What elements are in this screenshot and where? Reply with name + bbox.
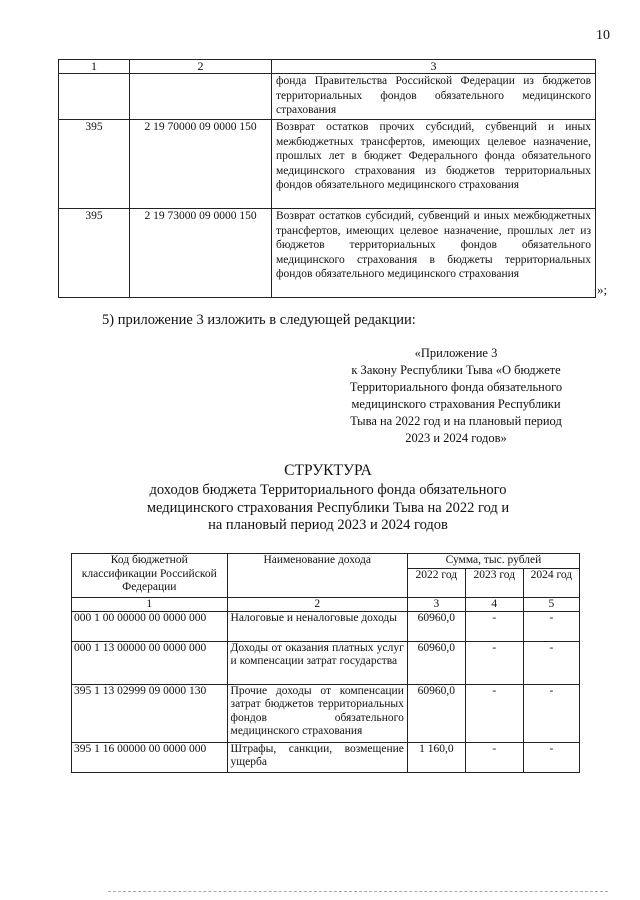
income-name-cell: Возврат остатков субсидий, субвенций и иных межбюджетных трансфертов, имеющих целевое назначение, прошлых лет из бюджетов территориальных фондов обязательного медицинского страхования в бюджеты территориальных фондов обязательного медицинского страхования [272, 209, 596, 298]
admin-code-cell: 395 [59, 120, 130, 209]
amount-2024-cell: - [523, 742, 579, 772]
income-name-cell: Штрафы, санкции, возмещение ущерба [227, 742, 407, 772]
kbk-code-cell: 2 19 73000 09 0000 150 [130, 209, 272, 298]
appendix-line: к Закону Республики Тыва «О бюджете [351, 363, 561, 377]
header-income-name: Наименование дохода [227, 554, 407, 598]
closing-quote: »; [597, 282, 608, 297]
income-name-cell: Доходы от оказания платных услуг и компенсации затрат государства [227, 641, 407, 684]
table-row [72, 641, 580, 684]
kbk-code-cell: 395 1 13 02999 09 0000 130 [72, 684, 228, 742]
amount-2022-cell: 60960,0 [407, 641, 465, 684]
scan-edge-line [108, 891, 608, 892]
amendment-paragraph: 5) приложение 3 изложить в следующей редакции: [102, 312, 416, 328]
income-name-cell: Налоговые и неналоговые доходы [227, 611, 407, 641]
column-number-5: 5 [523, 597, 579, 611]
table-header-row [72, 554, 580, 569]
amount-2023-cell: - [465, 684, 523, 742]
kbk-code-cell: 395 1 16 00000 00 0000 000 [72, 742, 228, 772]
kbk-table-continued [58, 59, 596, 298]
table-row [59, 120, 596, 209]
column-number-2: 2 [130, 60, 272, 74]
admin-code-cell [59, 74, 130, 120]
column-number-4: 4 [465, 597, 523, 611]
amount-2024-cell: - [523, 611, 579, 641]
header-year-2022: 2022 год [407, 568, 465, 597]
column-number-3: 3 [407, 597, 465, 611]
table-row [72, 742, 580, 772]
header-year-2024: 2024 год [523, 568, 579, 597]
page-number: 10 [596, 28, 610, 43]
column-number-row [72, 597, 580, 611]
income-name-cell: фонда Правительства Российской Федерации из бюджетов территориальных фондов обязательного медицинского страхования [272, 74, 596, 120]
admin-code-cell: 395 [59, 209, 130, 298]
amount-2023-cell: - [465, 742, 523, 772]
table-row [72, 684, 580, 742]
appendix-heading [330, 345, 582, 447]
income-structure-table [71, 553, 580, 773]
subtitle-line: доходов бюджета Территориального фонда обязательного [149, 482, 507, 498]
header-code: Код бюджетной классификации Российской Федерации [72, 554, 228, 598]
amount-2023-cell: - [465, 611, 523, 641]
amount-2022-cell: 60960,0 [407, 684, 465, 742]
amount-2024-cell: - [523, 641, 579, 684]
amount-2024-cell: - [523, 684, 579, 742]
amount-2022-cell: 60960,0 [407, 611, 465, 641]
appendix-line: Территориального фонда обязательного [349, 380, 563, 394]
appendix-line: 2023 и 2024 годов» [405, 431, 507, 445]
appendix-line: «Приложение 3 [414, 346, 498, 360]
appendix-line: медицинского страхования Республики [351, 397, 561, 411]
document-title: СТРУКТУРА [284, 462, 372, 479]
document-subtitle [58, 482, 598, 535]
table-row [59, 74, 596, 120]
kbk-code-cell: 2 19 70000 09 0000 150 [130, 120, 272, 209]
income-name-cell: Прочие доходы от компенсации затрат бюджетов территориальных фондов обязательного медицинского страхования [227, 684, 407, 742]
subtitle-line: на плановый период 2023 и 2024 годов [208, 517, 448, 533]
column-number-3: 3 [272, 60, 596, 74]
amount-2023-cell: - [465, 641, 523, 684]
column-number-1: 1 [72, 597, 228, 611]
table-row [59, 209, 596, 298]
column-number-2: 2 [227, 597, 407, 611]
kbk-code-cell [130, 74, 272, 120]
amount-2022-cell: 1 160,0 [407, 742, 465, 772]
kbk-code-cell: 000 1 00 00000 00 0000 000 [72, 611, 228, 641]
table-row [72, 611, 580, 641]
column-number-1: 1 [59, 60, 130, 74]
income-name-cell: Возврат остатков прочих субсидий, субвенций и иных межбюджетных трансфертов, имеющих целевое назначение, прошлых лет в бюджет Федерального фонда обязательного медицинского страхования из бюджетов территориальных фондов обязательного медицинского страхования [272, 120, 596, 209]
appendix-line: Тыва на 2022 год и на плановый период [350, 414, 562, 428]
kbk-code-cell: 000 1 13 00000 00 0000 000 [72, 641, 228, 684]
table-header-row [59, 60, 596, 74]
subtitle-line: медицинского страхования Республики Тыва на 2022 год и [146, 499, 510, 516]
header-sum: Сумма, тыс. рублей [407, 554, 579, 569]
header-year-2023: 2023 год [465, 568, 523, 597]
